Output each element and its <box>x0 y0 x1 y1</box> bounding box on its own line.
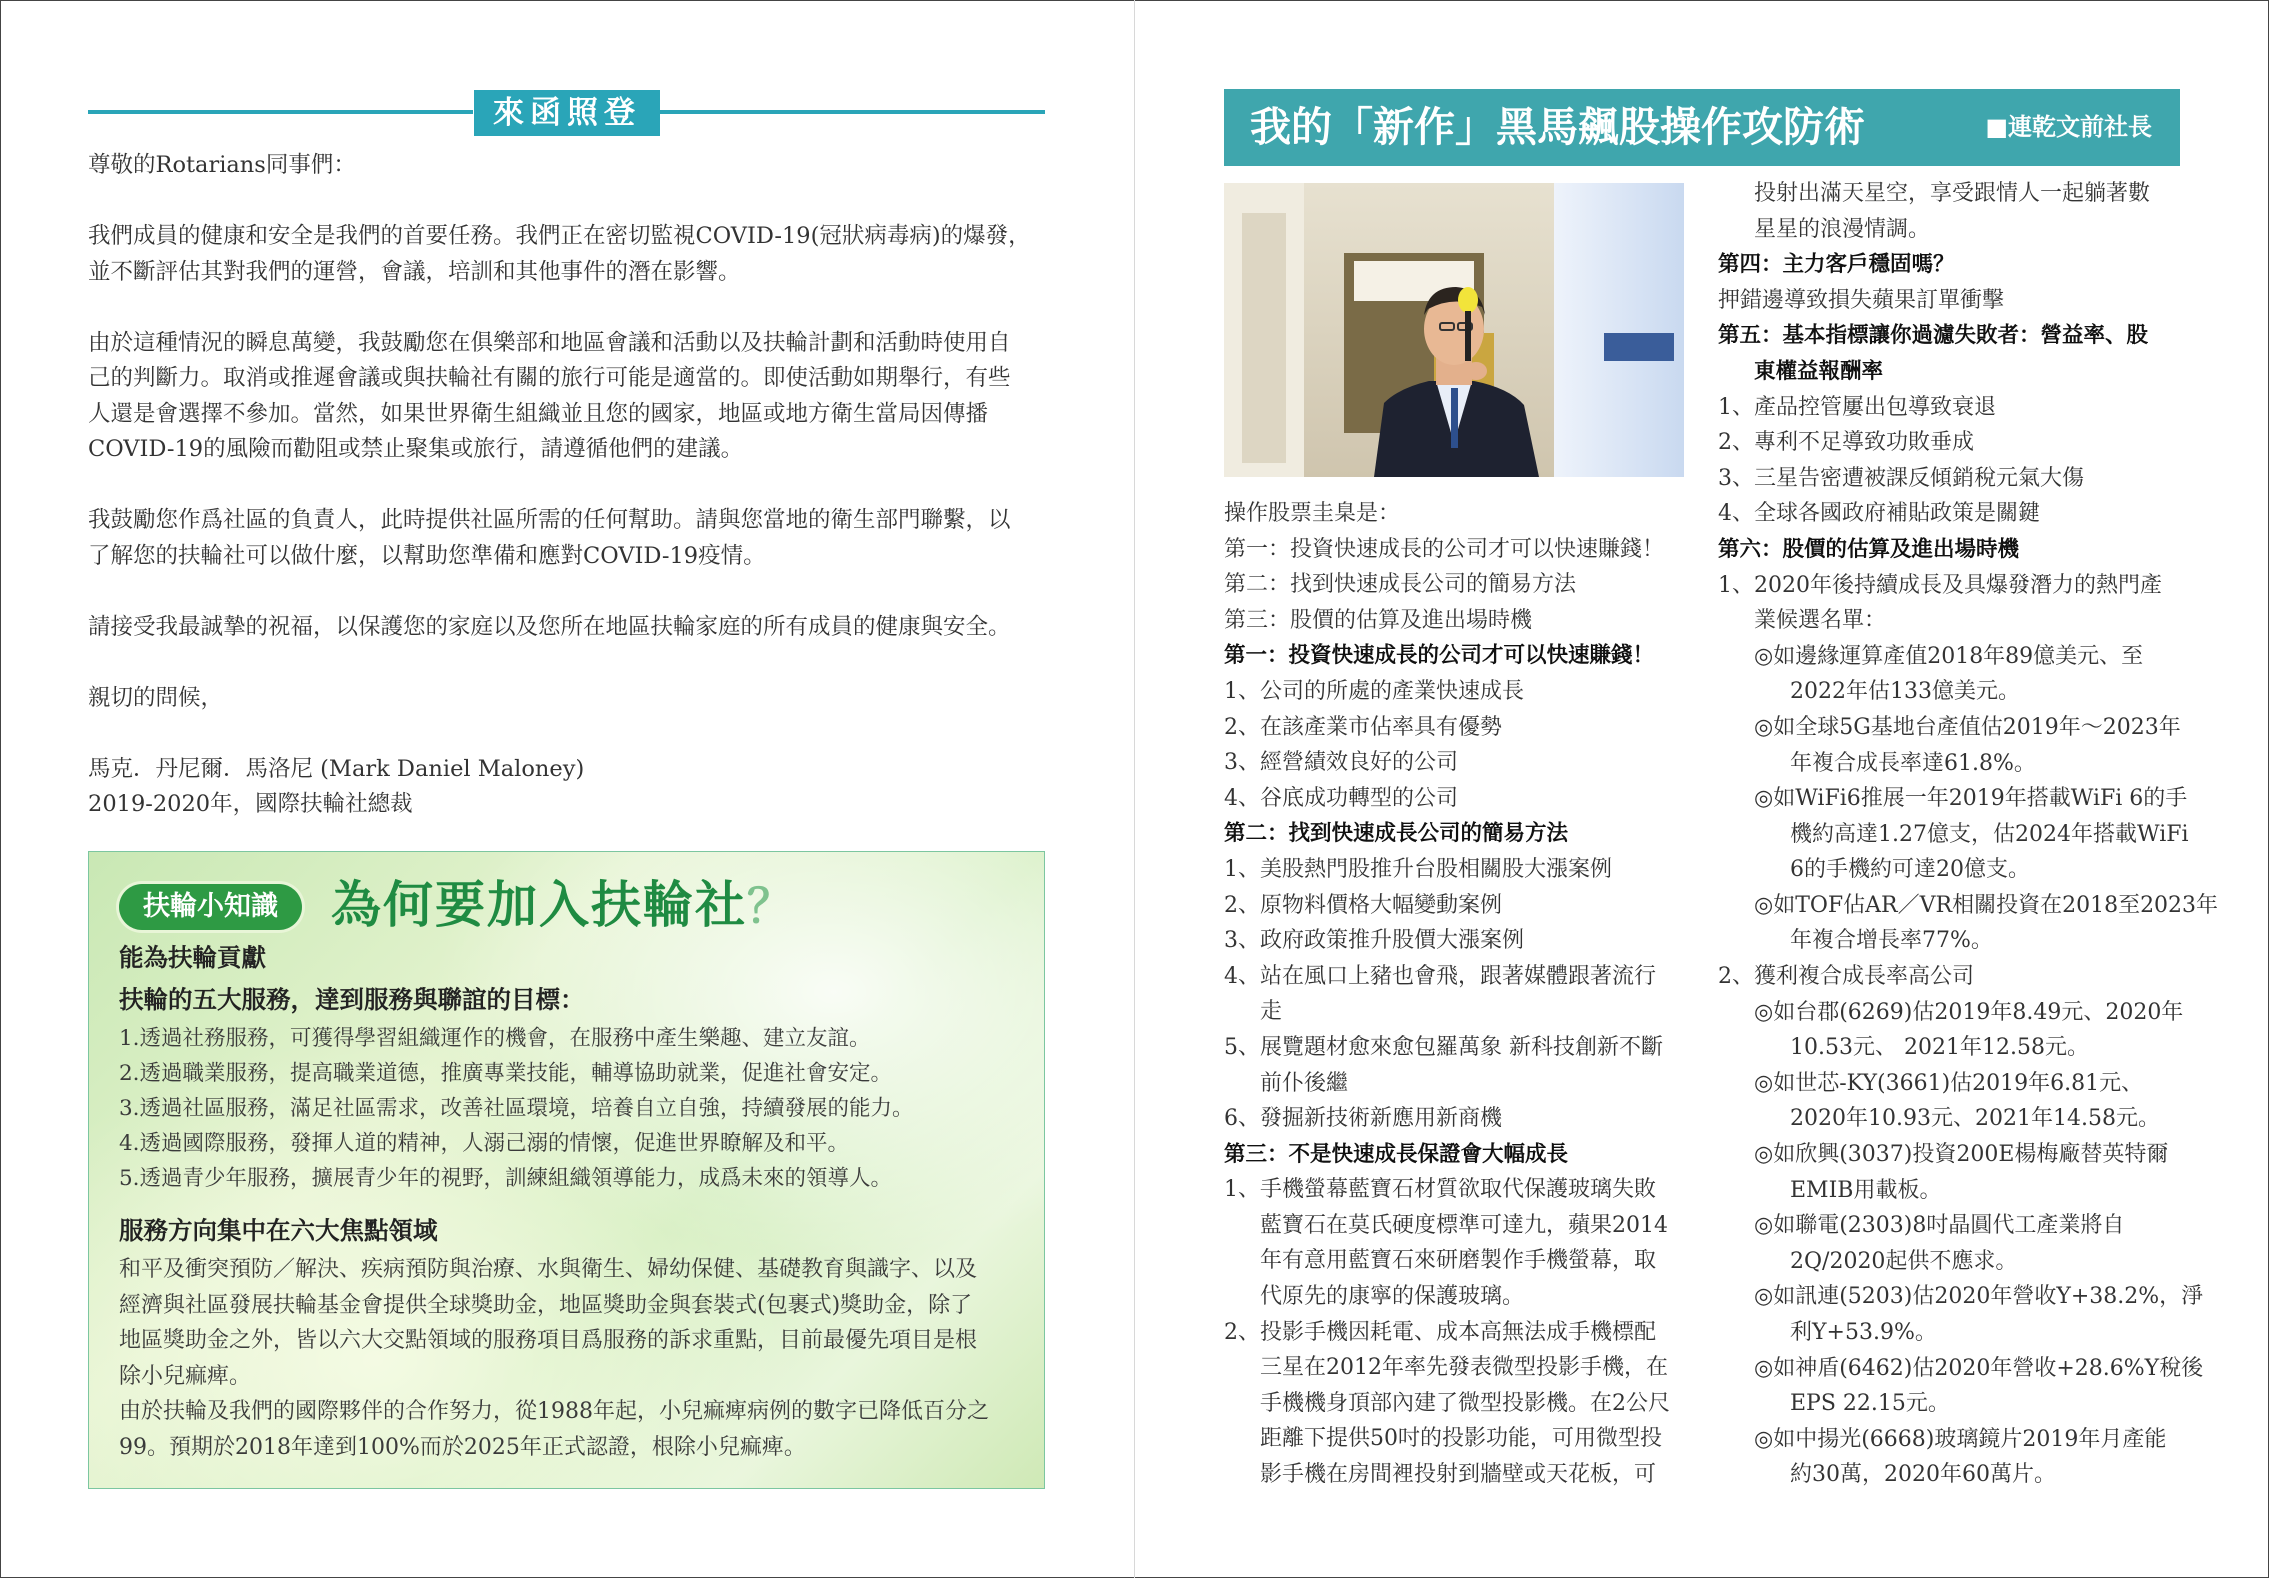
letter-paragraph-2: 由於這種情況的瞬息萬變，我鼓勵您在俱樂部和地區會議和活動以及扶輪計劃和活動時使用自 己的判斷力。取消或推遲會議或與扶輪社有關的旅行可能是適當的。即使活動如期舉行，有些 人還是會選擇不參加。當然，如果世界衛生組織並且您的國家，地區或地方衛生當局因傳播 COVID-19的風險而勸阻或禁止聚集或旅行，請遵循他們的建議。 <box>88 329 1011 462</box>
article-line: 第三：股價的估算及進出場時機 <box>1224 607 1533 633</box>
article-line: 4、全球各國政府補貼政策是關鍵 <box>1718 501 2040 527</box>
speaker-photo-illustration <box>1224 183 1684 477</box>
article-line: 業候選名單： <box>1754 608 1887 634</box>
article-line: ◎如聯電(2303)8吋晶圓代工產業將自 <box>1754 1213 2125 1239</box>
article-line: 前仆後繼 <box>1260 1070 1349 1096</box>
article-line: 4、站在風口上豬也會飛，跟著媒體跟著流行 <box>1224 963 1656 989</box>
article-line: ◎如TOF佔AR／VR相關投資在2018至2023年 <box>1754 892 2219 918</box>
letter-closing: 親切的問候， <box>88 684 224 711</box>
article-line: ◎如世芯-KY(3661)估2019年6.81元、 <box>1754 1070 2144 1096</box>
article-line: 年有意用藍寶石來研磨製作手機螢幕，取 <box>1260 1248 1657 1274</box>
article-line: 2022年估133億美元。 <box>1790 679 2020 705</box>
service-item: 4.透過國際服務，發揮人道的精神，人溺己溺的情懷，促進世界瞭解及和平。 <box>119 1131 850 1156</box>
article-line: 藍寶石在莫氏硬度標準可達九，蘋果2014 <box>1260 1212 1668 1238</box>
article-line: 1、手機螢幕藍寶石材質欲取代保護玻璃失敗 <box>1224 1177 1656 1203</box>
article-line: 操作股票圭臬是： <box>1224 501 1401 526</box>
article-line: 年複合增長率77%。 <box>1790 928 1993 954</box>
article-column-1 <box>1224 496 1684 1493</box>
article-line: ◎如台郡(6269)估2019年8.49元、2020年 <box>1754 999 2184 1025</box>
article-line: 1、公司的所處的產業快速成長 <box>1224 678 1524 704</box>
letter-paragraph-4: 請接受我最誠摯的祝福，以保護您的家庭以及您所在地區扶輪家庭的所有成員的健康與安全。 <box>88 613 1011 640</box>
article-line: 押錯邊導致損失蘋果訂單衝擊 <box>1718 287 2005 313</box>
article-line: 2Q/2020起供不應求。 <box>1790 1248 2018 1274</box>
article-line: 代原先的康寧的保護玻璃。 <box>1260 1284 1525 1310</box>
section-rule-left <box>88 110 473 114</box>
article-line: 影手機在房間裡投射到牆壁或天花板，可 <box>1260 1462 1657 1488</box>
knowledge-box-content <box>119 937 1019 1465</box>
article-line: EMIB用載板。 <box>1790 1177 1942 1203</box>
article-line: 3、經營績效良好的公司 <box>1224 750 1458 776</box>
letter-signature-title: 2019-2020年，國際扶輪社總裁 <box>88 791 413 817</box>
service-item: 2.透過職業服務，提高職業道德，推廣專業技能，輔導協助就業，促進社會安定。 <box>119 1061 893 1086</box>
article-line: 2、投影手機因耗電、成本高無法成手機標配 <box>1224 1319 1656 1345</box>
article-line: ◎如邊緣運算產值2018年89億美元、至 <box>1754 643 2144 669</box>
box-heading-contribute: 能為扶輪貢獻 <box>119 943 266 972</box>
article-line: 3、政府政策推升股價大漲案例 <box>1224 928 1524 954</box>
page-gutter <box>1134 0 1135 1578</box>
article-line: 1、2020年後持續成長及具爆發潛力的熱門產 <box>1718 572 2162 598</box>
section-rule-right <box>660 110 1045 114</box>
article-line: 2、專利不足導致功敗垂成 <box>1718 430 1974 456</box>
speaker-photo <box>1224 183 1684 477</box>
service-item: 5.透過青少年服務，擴展青少年的視野，訓練組織領導能力，成爲未來的領導人。 <box>119 1166 893 1191</box>
article-line: ◎如欣興(3037)投資200E楊梅廠替英特爾 <box>1754 1142 2169 1168</box>
article-line: ◎如中揚光(6668)玻璃鏡片2019年月產能 <box>1754 1426 2167 1452</box>
article-subheading: 第六：股價的估算及進出場時機 <box>1718 536 2020 562</box>
article-line: 三星在2012年率先發表微型投影手機，在 <box>1260 1355 1668 1381</box>
article-author: ■連乾文前社長 <box>1985 113 2152 141</box>
service-item: 1.透過社務服務，可獲得學習組織運作的機會，在服務中產生樂趣、建立友誼。 <box>119 1026 871 1051</box>
letter-salutation: 尊敬的Rotarians同事們： <box>88 152 356 178</box>
article-line: 機約高達1.27億支，估2024年搭載WiFi <box>1790 821 2189 847</box>
article-line: 5、展覽題材愈來愈包羅萬象 新科技創新不斷 <box>1224 1034 1663 1060</box>
article-line: ◎如訊連(5203)估2020年營收Y+38.2%，淨 <box>1754 1284 2204 1310</box>
article-line: ◎如WiFi6推展一年2019年搭載WiFi 6的手 <box>1754 786 2188 812</box>
focus-areas-paragraph: 和平及衝突預防／解決、疾病預防與治療、水與衛生、婦幼保健、基礎教育與識字、以及 經濟與社區發展扶輪基金會提供全球獎助金，地區獎助金與套裝式(包裹式)獎助金，除了 地區獎助金之外，皆以六大交點領域的服務項目爲服務的訴求重點，目前最優先項目是根 除小兒痲痺。 由於扶輪及我們的國際夥伴的合作努力，從1988年起，小兒痲痺病例的數字已降低百分之 99。預期於2018年達到100%而於2025年正式認證，根除小兒痲痺。 <box>119 1257 989 1460</box>
article-line: 手機機身頂部內建了微型投影機。在2公尺 <box>1260 1390 1670 1416</box>
article-line: 走 <box>1260 999 1283 1025</box>
article-line: 10.53元、 2021年12.58元。 <box>1790 1035 2089 1061</box>
article-line: 第一：投資快速成長的公司才可以快速賺錢！ <box>1224 536 1665 562</box>
article-subheading: 第三：不是快速成長保證會大幅成長 <box>1224 1141 1569 1167</box>
article-subheading: 第一：投資快速成長的公司才可以快速賺錢！ <box>1224 643 1655 669</box>
article-line: ◎如全球5G基地台產值估2019年～2023年 <box>1754 714 2181 740</box>
article-line: 1、產品控管屢出包導致衰退 <box>1718 394 1996 420</box>
box-heading-focus-areas: 服務方向集中在六大焦點領域 <box>119 1216 438 1245</box>
article-line: 星星的浪漫情調。 <box>1754 216 1931 242</box>
article-subheading: 東權益報酬率 <box>1754 358 1884 384</box>
box-heading-five-services: 扶輪的五大服務，達到服務與聯誼的目標： <box>119 985 585 1014</box>
article-subheading: 第四：主力客戶穩固嗎？ <box>1718 252 1955 278</box>
letter-paragraph-1: 我們成員的健康和安全是我們的首要任務。我們正在密切監視COVID-19(冠狀病毒病)的爆發， 並不斷評估其對我們的運營，會議，培訓和其他事件的潛在影響。 <box>88 223 1031 285</box>
article-line: 2020年10.93元、2021年14.58元。 <box>1790 1106 2160 1132</box>
article-line: 3、三星告密遭被課反傾銷稅元氣大傷 <box>1718 465 2084 491</box>
article-line: 2、在該產業市佔率具有優勢 <box>1224 714 1502 740</box>
letter-body <box>88 148 1048 823</box>
service-item: 3.透過社區服務，滿足社區需求，改善社區環境，培養自立自強，持續發展的能力。 <box>119 1096 914 1121</box>
article-subheading: 第二：找到快速成長公司的簡易方法 <box>1224 821 1569 847</box>
article-header-bar <box>1224 89 2180 166</box>
article-line: 第二：找到快速成長公司的簡易方法 <box>1224 572 1577 598</box>
article-line: 年複合成長率達61.8%。 <box>1790 750 2036 776</box>
article-line: 約30萬，2020年60萬片。 <box>1790 1462 2056 1488</box>
knowledge-pill-label: 扶輪小知識 <box>119 884 302 930</box>
article-column-2 <box>1718 176 2219 1493</box>
article-line: 利Y+53.9%。 <box>1790 1320 1937 1345</box>
article-line: 4、谷底成功轉型的公司 <box>1224 785 1458 811</box>
article-line: 1、美股熱門股推升台股相關股大漲案例 <box>1224 856 1612 882</box>
rotary-knowledge-box <box>88 851 1045 1489</box>
article-line: 6的手機約可達20億支。 <box>1790 857 2030 883</box>
article-line: 距離下提供50吋的投影功能，可用微型投 <box>1260 1426 1662 1452</box>
article-subheading: 第五：基本指標讓你過濾失敗者：營益率、股 <box>1718 323 2149 349</box>
article-line: 6、發掘新技術新應用新商機 <box>1224 1106 1502 1132</box>
article-line: 2、原物料價格大幅變動案例 <box>1224 892 1502 918</box>
article-title: 我的「新作」黑馬飆股操作攻防術 <box>1250 103 1865 151</box>
knowledge-box-title: 為何要加入扶輪社？ <box>331 876 795 934</box>
letter-section-badge: 來函照登 <box>474 90 660 136</box>
letter-paragraph-3: 我鼓勵您作爲社區的負責人，此時提供社區所需的任何幫助。請與您當地的衛生部門聯繫，以 了解您的扶輪社可以做什麼，以幫助您準備和應對COVID-19疫情。 <box>88 507 1011 569</box>
article-line: 投射出滿天星空，享受跟情人一起躺著數 <box>1754 181 2151 206</box>
article-line: EPS 22.15元。 <box>1790 1391 1950 1417</box>
article-line: ◎如神盾(6462)估2020年營收+28.6%Y稅後 <box>1754 1355 2204 1381</box>
letter-signature-name: 馬克．丹尼爾．馬洛尼 (Mark Daniel Maloney) <box>88 755 585 782</box>
article-line: 2、獲利複合成長率高公司 <box>1718 964 1974 990</box>
